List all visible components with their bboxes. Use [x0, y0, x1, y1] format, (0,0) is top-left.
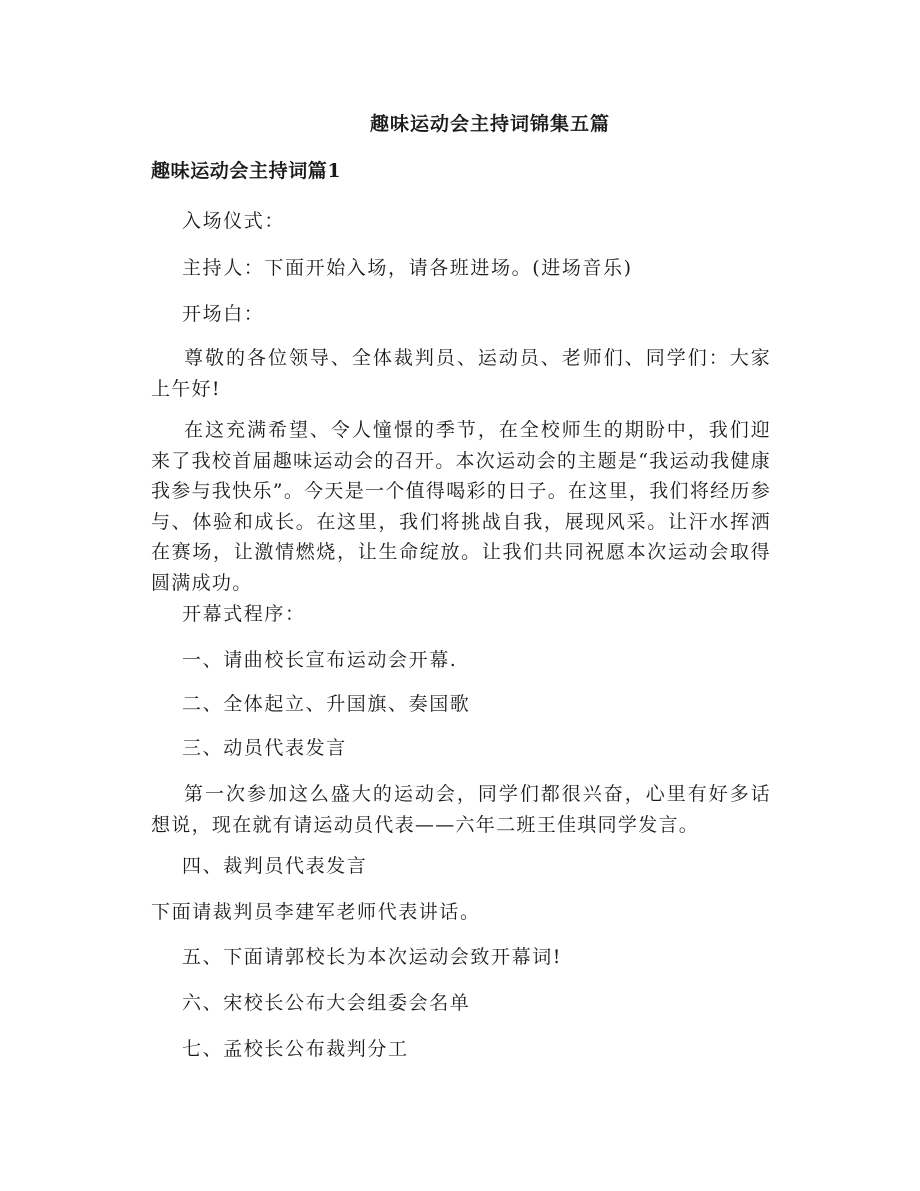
program-item-7: 七、孟校长公布裁判分工 [182, 1038, 409, 1060]
program-item-2: 二、全体起立、升国旗、奏国歌 [182, 693, 471, 715]
program-item-5: 五、下面请郭校长为本次运动会致开幕词! [182, 946, 563, 968]
program-item-4: 四、裁判员代表发言 [182, 855, 368, 877]
paragraph-program-label: 开幕式程序： [182, 603, 306, 625]
program-item-6: 六、宋校长公布大会组委会名单 [182, 992, 471, 1014]
paragraph-opening-label: 开场白： [182, 303, 265, 325]
program-item-1: 一、请曲校长宣布运动会开幕. [182, 649, 458, 671]
paragraph-opening-speech: 在这充满希望、令人憧憬的季节，在全校师生的期盼中，我们迎来了我校首届趣味运动会的召开。本次运动会的主题是“我运动我健康我参与我快乐”。今天是一个值得喝彩的日子。在这里，我们将经历参与、体验和成长。在这里，我们将挑战自我，展现风采。让汗水挥洒在赛场，让激情燃烧，让生命绽放。让我们共同祝愿本次运动会取得圆满成功。 [151, 419, 772, 594]
paragraph-entrance-label: 入场仪式： [182, 210, 286, 232]
paragraph-athlete-speech: 第一次参加这么盛大的运动会，同学们都很兴奋，心里有好多话想说，现在就有请运动员代表——六年二班王佳琪同学发言。 [151, 783, 771, 836]
paragraph-greeting: 尊敬的各位领导、全体裁判员、运动员、老师们、同学们：大家上午好! [151, 347, 771, 400]
paragraph-referee-speech: 下面请裁判员李建军老师代表讲话。 [151, 901, 481, 923]
paragraph-host-entrance: 主持人：下面开始入场，请各班进场。(进场音乐) [182, 257, 633, 279]
document-title: 趣味运动会主持词锦集五篇 [369, 113, 610, 135]
program-item-3: 三、动员代表发言 [182, 737, 347, 759]
section-heading: 趣味运动会主持词篇1 [151, 160, 342, 182]
